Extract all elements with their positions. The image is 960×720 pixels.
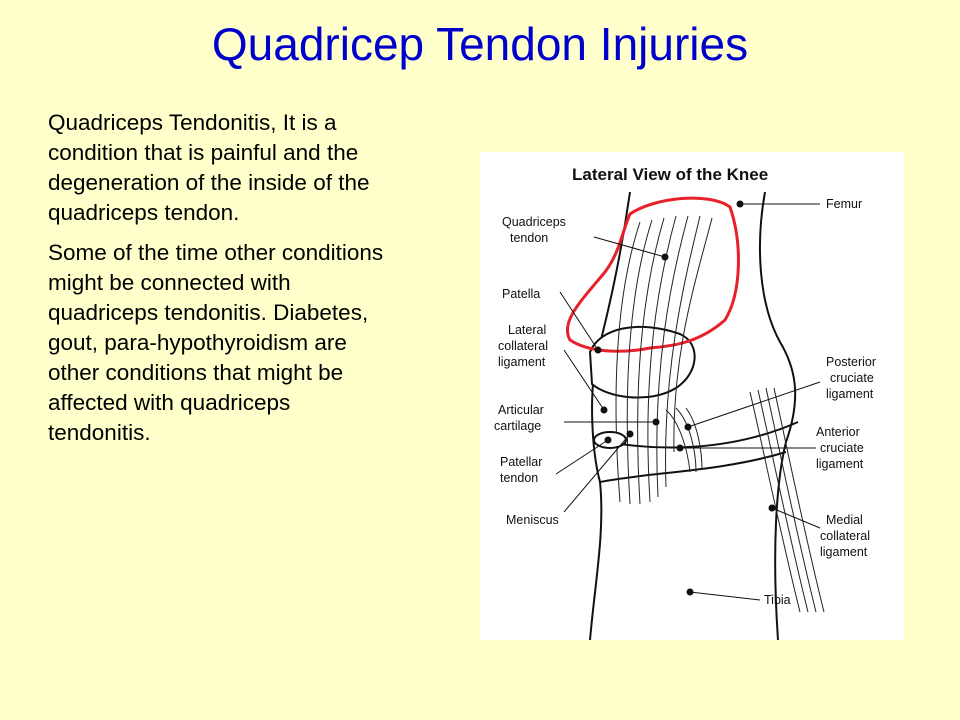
label-articular-1: Articular <box>498 403 544 417</box>
label-lateral-2: collateral <box>498 339 549 353</box>
label-medial-1: Medial <box>826 513 863 527</box>
label-patella: Patella <box>502 287 541 301</box>
label-posterior-2: cruciate <box>830 371 874 385</box>
label-anterior-3: ligament <box>816 457 864 471</box>
body-text <box>48 108 398 458</box>
label-meniscus: Meniscus <box>506 513 559 527</box>
ligament-fibers <box>666 388 824 612</box>
label-medial-3: ligament <box>820 545 868 559</box>
label-lateral-3: ligament <box>498 355 546 369</box>
label-quadriceps-tendon-2: tendon <box>510 231 549 245</box>
label-posterior-1: Posterior <box>826 355 877 369</box>
paragraph-related-conditions: Some of the time other conditions might be connected with quadriceps tendonitis. Diabetes, gout, para-hypothyroidism are other conditions that might be affected with quadriceps tendonitis. <box>48 240 384 445</box>
knee-diagram-svg <box>480 152 904 640</box>
leader-lines <box>556 201 820 600</box>
label-patellar-1: Patellar <box>500 455 543 469</box>
label-lateral-1: Lateral <box>508 323 547 337</box>
label-tibia: Tibia <box>764 593 791 607</box>
label-articular-2: cartilage <box>494 419 542 433</box>
knee-diagram <box>480 152 904 640</box>
label-posterior-3: ligament <box>826 387 874 401</box>
diagram-title: Lateral View of the Knee <box>572 165 769 184</box>
label-anterior-1: Anterior <box>816 425 860 439</box>
slide-title: Quadricep Tendon Injuries <box>211 18 749 70</box>
label-patellar-2: tendon <box>500 471 539 485</box>
knee-outline <box>590 192 798 640</box>
label-femur: Femur <box>826 197 863 211</box>
label-anterior-2: cruciate <box>820 441 864 455</box>
paragraph-definition: Quadriceps Tendonitis, It is a condition that is painful and the degeneration of the inside of the quadriceps tendon. <box>48 110 370 225</box>
label-quadriceps-tendon-1: Quadriceps <box>502 215 566 229</box>
label-medial-2: collateral <box>820 529 871 543</box>
